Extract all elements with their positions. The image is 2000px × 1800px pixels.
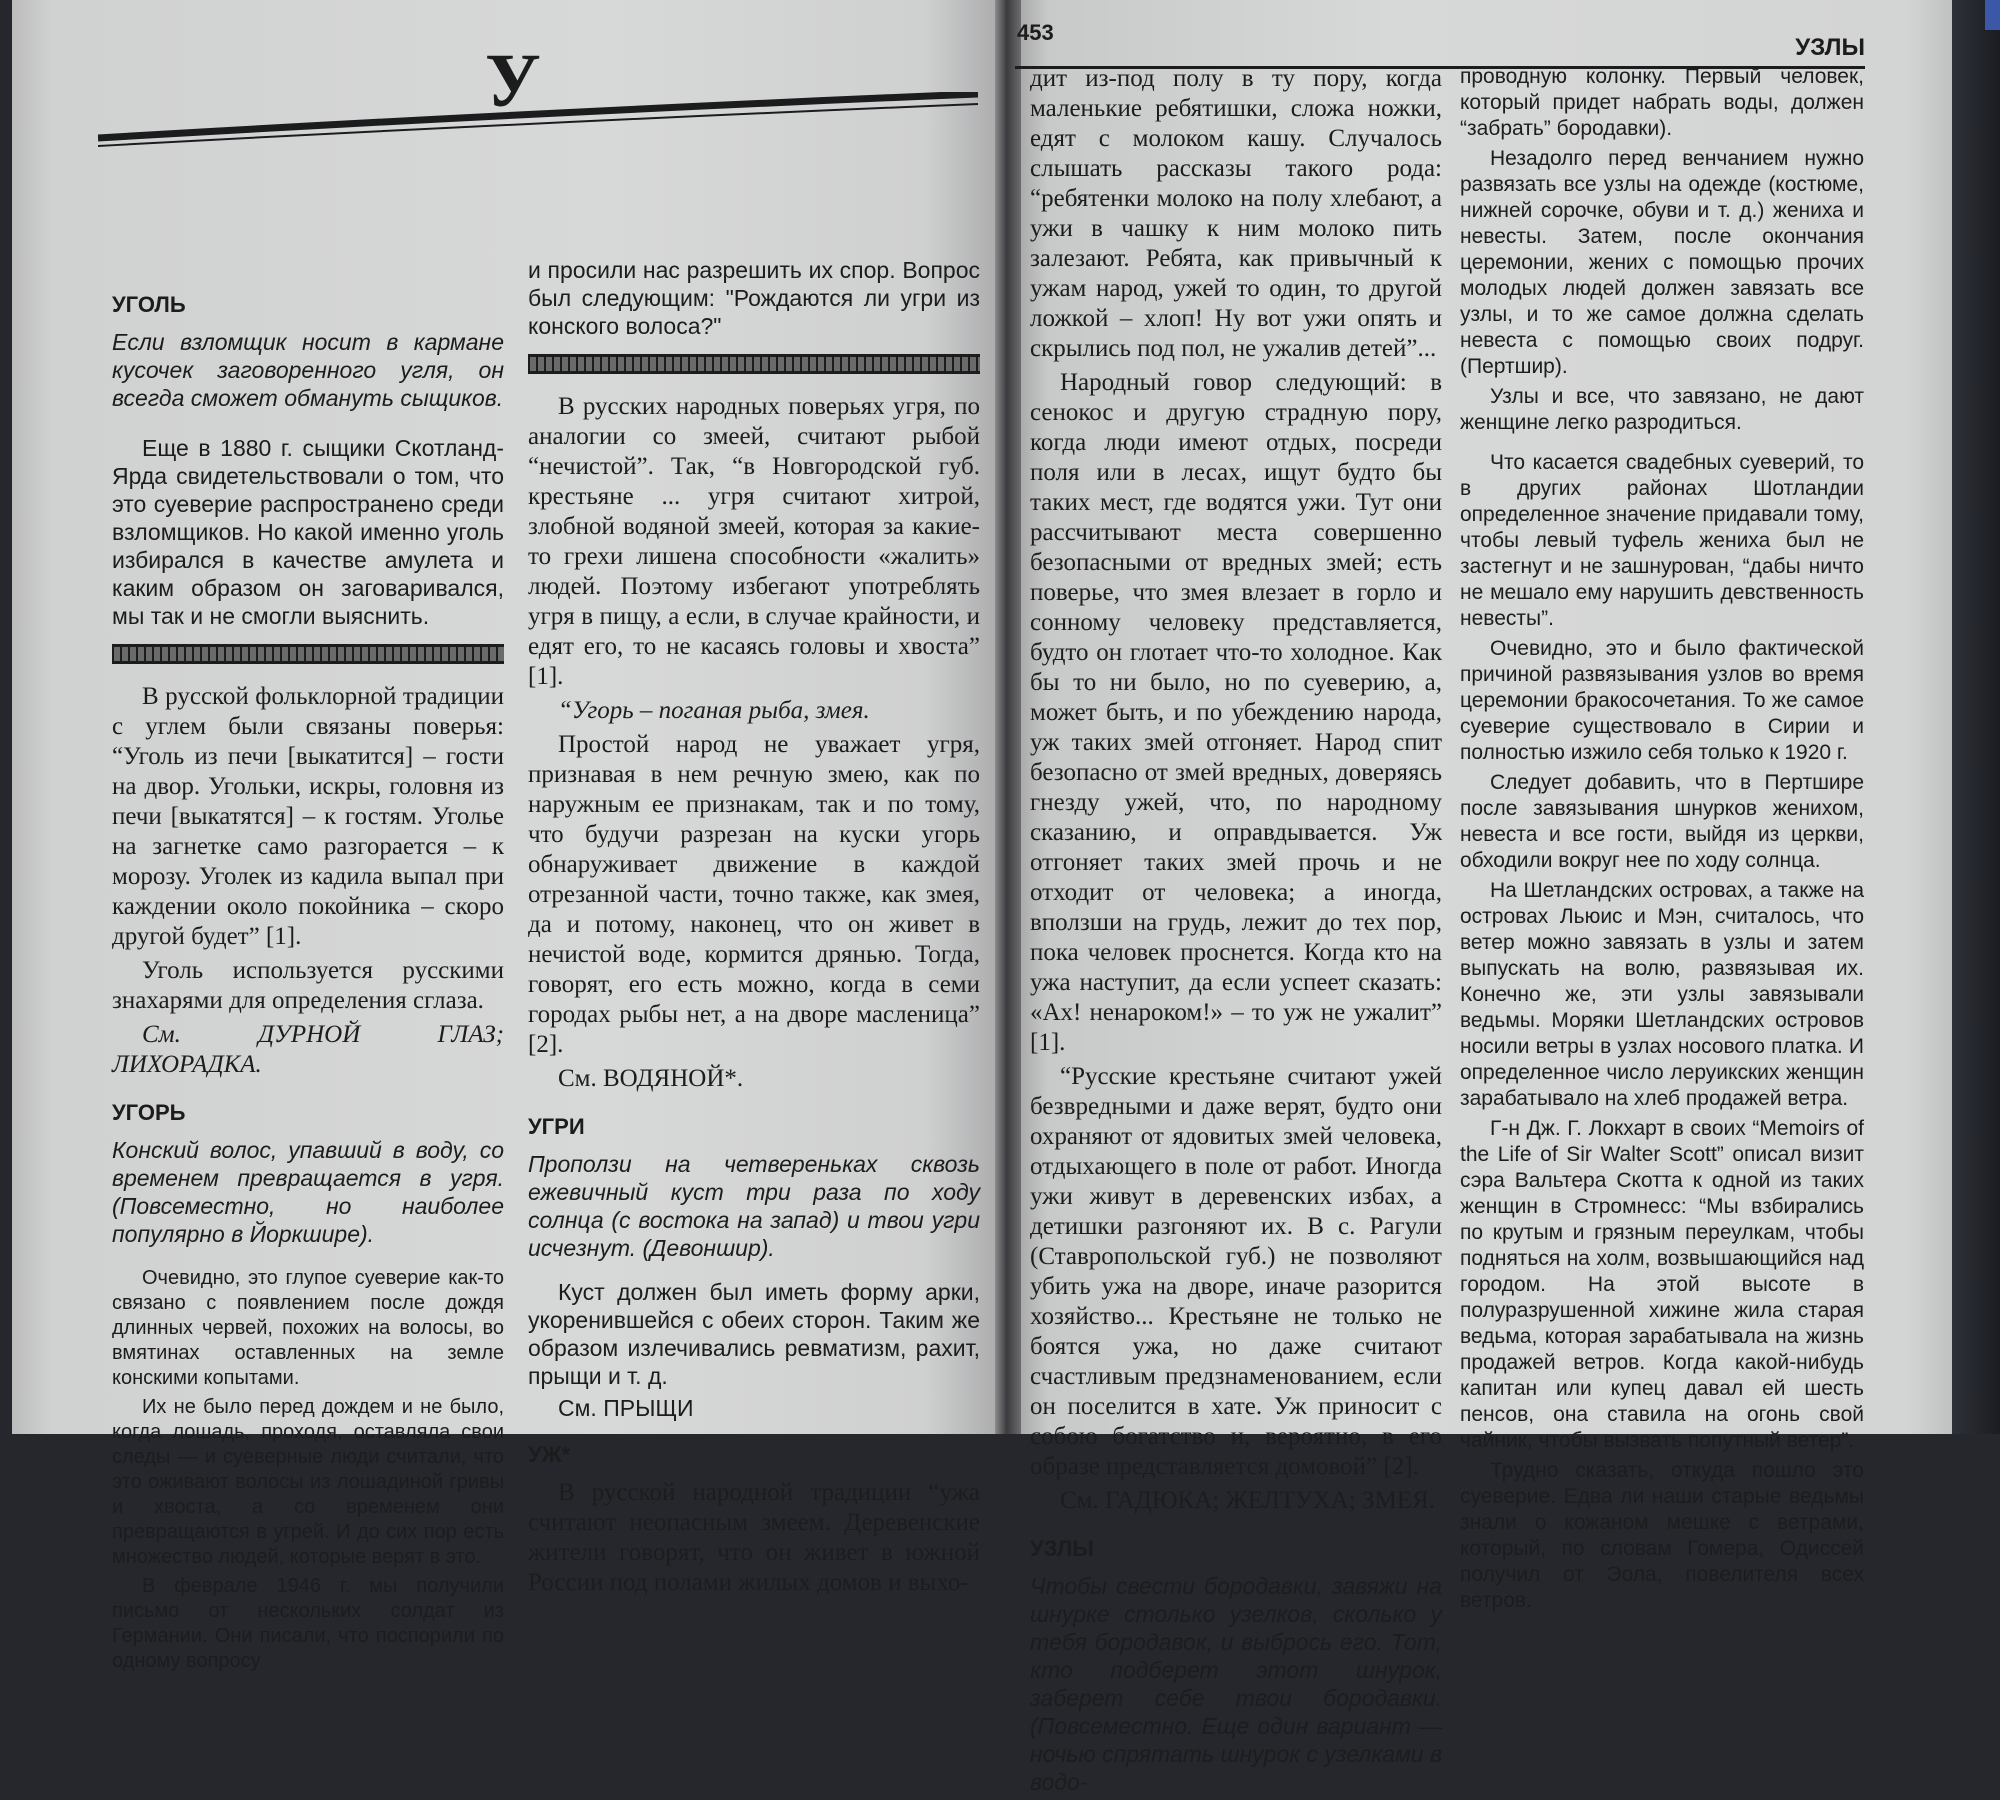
entry-heading-uzly: УЗЛЫ bbox=[1030, 1536, 1094, 1561]
entry-intro-ugri: Проползи на четвереньках сквозь ежевичный куст три раза по ходу солнца (с востока на запад) и твои угри исчезнут. (Девоншир). bbox=[528, 1151, 980, 1261]
entry-russian-ugor-1: В русских народных поверьях угря, по аналогии со змеей, считают рыбой “нечистой”. Так, “в Новгородской губ. крестьяне ... угря считают хитрой, злобной водяной змеей, которая за какие-то грехи лишена способности «жалить» людей. Поэтому избегают употреблять угря в пищу, а если, в случае крайности, и едят его, то не касаясь головы и хвоста” [1]. bbox=[528, 393, 980, 690]
entry-body-ugor-1: Очевидно, это глупое суеверие как-то связано с появлением после дождя длинных червей, похожих на волосы, во вмятинах оставленных на земле конскими копытами. bbox=[112, 1267, 504, 1389]
entry-body-uzly-8: Трудно сказать, откуда пошло это суеверие. Едва ли наши старые ведьмы знали о кожаном мешке с ветрами, который, по словам Гомера, Одиссей получил от Эола, повелителя всех ветров. bbox=[1460, 1459, 1864, 1612]
entry-body-uzly-1: Незадолго перед венчанием нужно развязать все узлы на одежде (костюме, нижней сорочке, обуви и т. д.) жениха и невесты. Затем, после окончания церемонии, жених с помощью прочих молодых людей должен завязать все узлы, и то же самое должна сделать невеста с помощью своих подруг. (Пертшир). bbox=[1460, 147, 1864, 378]
entry-body-uzly-3: Что касается свадебных суеверий, то в других районах Шотландии определенное значение придавали тому, чтобы левый туфель жениха был не застегнут и не зашнурован, “дабы ничто не мешало ему нарушить девственность невесты”. bbox=[1460, 451, 1864, 630]
chapter-rule bbox=[98, 92, 978, 152]
entry-body-uzly-7: Г-н Дж. Г. Локхарт в своих “Memoirs of the Life of Sir Walter Scott” описал визит сэра Вальтера Скотта к одной из таких женщин в Стромнесс: “Мы взбирались по крутым и грязным переулкам, чтобы подняться на холм, возвышающийся над городом. На этой высоте в полуразрушенной хижине жила старая ведьма, которая зарабатывала на жизнь продажей ветров. Когда какой-нибудь капитан или купец давал ей шесть пенсов, она ставила на огонь свой чайник, чтобы вызвать попутный ветер”. bbox=[1460, 1117, 1864, 1452]
see-also-ugor: См. ВОДЯНОЙ*. bbox=[558, 1065, 744, 1092]
left-column-1 bbox=[112, 272, 504, 1678]
entry-body-uzly-2: Узлы и все, что завязано, не дают женщине легко разродиться. bbox=[1460, 385, 1864, 434]
right-column-2 bbox=[1460, 64, 1864, 1618]
left-column-2 bbox=[528, 256, 980, 1602]
entry-body-uzly-5: Следует добавить, что в Пертшире после завязывания шнурков женихом, невеста и все гости, выйдя из церкви, обходили вокруг нее по ходу солнца. bbox=[1460, 771, 1864, 872]
entry-body-uzh-3: “Русские крестьяне считают ужей безвредными и даже верят, будто они охраняют от ядовитых змей человека, отдыхающего в поле от работ. Иногда ужи живут в деревенских избах, а детишки разгоняют их. В с. Рагули (Ставропольской губ.) не позволяют убить ужа на дворе, иначе разорится хозяйство... Крестьяне не только не боятся ужа, но даже считают счастливым предзнаменованием, если он поселится в хате. Уж приносит с собою богатство и, вероятно, в его образе представляется домовой” [2]. bbox=[1030, 1063, 1442, 1480]
continuation-ugor: и просили нас разрешить их спор. Вопрос был следующим: "Рождаются ли угри из конского волоса?" bbox=[528, 257, 980, 339]
entry-body-ugri: Куст должен был иметь форму арки, укоренившейся с обеих сторон. Таким же образом излечивались ревматизм, рахит, прыщи и т. д. bbox=[528, 1279, 980, 1389]
entry-body-uzly-6: На Шетландских островах, а также на островах Льюис и Мэн, считалось, что ветер можно завязать в узлы и затем выпускать на волю, развязывая их. Конечно же, эти узлы завязывали ведьмы. Моряки Шетландских островов носили ветры в узлах носового платка. И определенное число леруикских женщин зарабатывало на хлеб продажей ветра. bbox=[1460, 879, 1864, 1110]
book-gutter bbox=[995, 0, 1021, 1434]
entry-russian-ugor-quote: “Угорь – поганая рыба, змея. bbox=[558, 697, 870, 724]
running-head: УЗЛЫ bbox=[1795, 34, 1865, 61]
ornament-divider-2 bbox=[528, 354, 980, 374]
entry-body-uzh-2: Народный говор следующий: в сенокос и другую страдную пору, когда люди имеют отдых, посреди поля или в лесах, ищут будто бы таких мест, где водятся ужи. Тут они рассчитывают места совершенно безопасными от вредных змей; есть поверье, что змея влезает в горло и сонному человеку представляется, будто он глотает что-то холодное. Как бы то ни было, но по суеверию, а, может быть, и по убеждению народа, уж таких змей отгоняет. Народ спит безопасно от змей вредных, доверяясь гнезду ужей, что, по народному сказанию, и оправдывается. Уж отгоняет таких змей прочь и не отходит от человека; а иногда, вползши на грудь, лежит до тех пор, пока человек проснется. Когда кто на ужа наступит, да если успеет сказать: «Ах! ненароком!» – то уж не ужалит” [1]. bbox=[1030, 369, 1442, 1056]
background-edge bbox=[1952, 0, 2000, 1434]
entry-russian-ugol-2: Уголь используется русскими знахарями для определения сглаза. bbox=[112, 957, 504, 1014]
see-also-ugol: См. ДУРНОЙ ГЛАЗ; ЛИХОРАДКА. bbox=[112, 1021, 504, 1078]
see-also-ugri: См. ПРЫЩИ bbox=[558, 1395, 694, 1421]
continuation-uzly: проводную колонку. Первый человек, который придет набрать воды, должен “забрать” бородавки). bbox=[1460, 65, 1864, 140]
entry-heading-uzh: УЖ* bbox=[528, 1442, 571, 1467]
entry-body-ugor-2: Их не было перед дождем и не было, когда лошадь, проходя, оставляла свои следы — и суеверные люди считали, что это оживают волосы из лошадиной гривы и хвоста, а со временем они превращаются в угрей. И до сих пор есть множество людей, которые верят в это. bbox=[112, 1396, 504, 1568]
chapter-letter: У bbox=[485, 39, 541, 123]
running-header bbox=[1015, 20, 1865, 60]
right-column-1 bbox=[1030, 64, 1442, 1800]
entry-intro-ugor: Конский волос, упавший в воду, со временем превращается в угря. (Повсеместно, но наиболее популярно в Йоркшире). bbox=[112, 1137, 504, 1247]
ornament-divider bbox=[112, 644, 504, 664]
entry-body-ugor-3: В феврале 1946 г. мы получили письмо от нескольких солдат из Германии. Они писали, что поспорили по одному вопросу bbox=[112, 1575, 504, 1672]
entry-intro-uzly: Чтобы свести бородавки, завяжи на шнурке столько узелков, сколько у тебя бородавок, и выбрось его. Тот, кто подберет этот шнурок, заберет себе твои бородавки. (Повсеместно. Еще один вариант — ночью спрятать шнурок с узелками в водо- bbox=[1030, 1573, 1442, 1795]
see-also-uzh: См. ГАДЮКА; ЖЕЛТУХА; ЗМЕЯ. bbox=[1060, 1487, 1435, 1514]
entry-heading-ugor: УГОРЬ bbox=[112, 1100, 186, 1125]
entry-body-uzly-4: Очевидно, это и было фактической причиной развязывания узлов во время церемонии бракосочетания. То же самое суеверие существовало в Сирии и полностью изжило себя только к 1920 г. bbox=[1460, 637, 1864, 764]
entry-russian-ugol-1: В русской фольклорной традиции с углем были связаны поверья: “Уголь из печи [выкатится] – гости на двор. Угольки, искры, головня из печи [выкатятся] – к гостям. Уголье на загнетке само разгорается – к морозу. Уголек из кадила выпал при каждении около покойника – скоро другой будет” [1]. bbox=[112, 683, 504, 950]
entry-heading-ugol: УГОЛЬ bbox=[112, 292, 186, 317]
entry-intro-ugol: Если взломщик носит в кармане кусочек заговоренного угля, он всегда сможет обмануть сыщиков. bbox=[112, 329, 504, 411]
entry-body-uzh: В русской народной традиции “ужа считают неопасным змеем. Деревенские жители говорят, что он живет в южной России под полами жилых домов и выхо- bbox=[528, 1479, 980, 1596]
entry-russian-ugor-2: Простой народ не уважает угря, признавая в нем речную змею, как по наружным ее признакам, так и по тому, что будучи разрезан на куски угорь обнаруживает движение в каждой отрезанной части, точно также, как змея, да и потому, наконец, что он живет в нечистой воде, кормится дрянью. Тогда, говорят, его есть можно, когда в семи городах рыбы нет, а на дворе масленица” [2]. bbox=[528, 731, 980, 1058]
continuation-uzh: дит из-под полу в ту пору, когда маленькие ребятишки, сложа ножки, едят с молоком кашу. Случалось слышать рассказы такого рода: “ребятенки молоко на полу хлебают, а ужи в чашку к ним молоко пить залезают. Ребята, как привычный к ужам народ, ужей то один, то другой ложкой – хлоп! Ну вот ужи опять и скрылись под пол, не ужалив детей”... bbox=[1030, 65, 1442, 362]
entry-body-ugol: Еще в 1880 г. сыщики Скотланд-Ярда свидетельствовали о том, что это суеверие распространено среди взломщиков. Но какой именно уголь избирался в качестве амулета и каким образом он заговаривался, мы так и не смогли выяснить. bbox=[112, 435, 504, 629]
background-blue-corner bbox=[1985, 0, 2000, 30]
entry-heading-ugri: УГРИ bbox=[528, 1114, 585, 1139]
page-number: 453 bbox=[1017, 20, 1054, 45]
